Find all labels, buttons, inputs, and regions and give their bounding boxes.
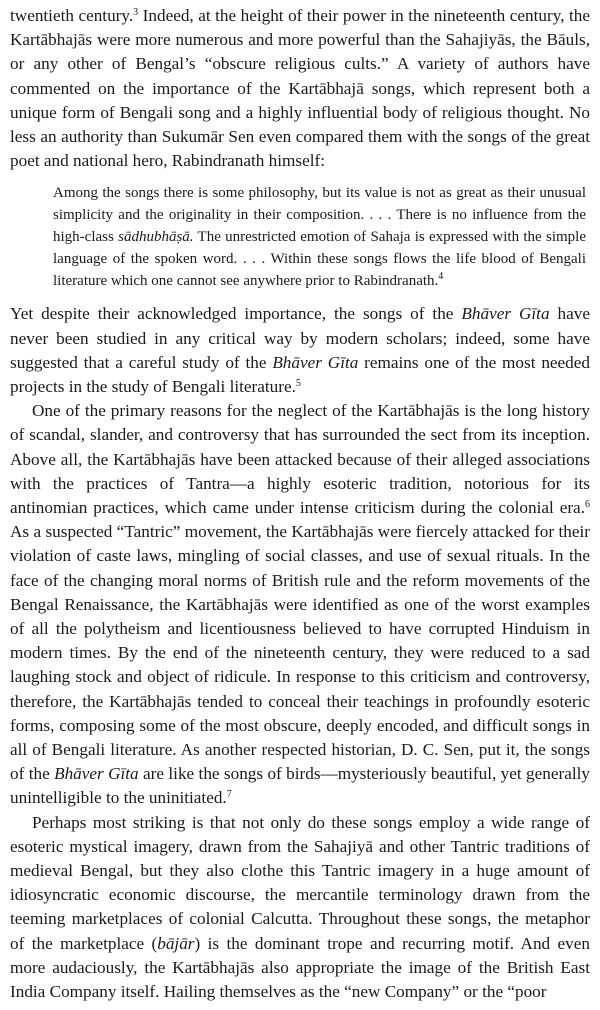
paragraph-3	[10, 399, 590, 810]
footnote-marker: 7	[226, 789, 232, 801]
footnote-marker: 6	[585, 499, 590, 511]
text-run: are like the songs of birds—mysteriously beautiful, yet generally unintelligible to the uninitiated.	[10, 764, 590, 808]
text-run: As a suspected “Tantric” movement, the Kartābhajās were fiercely attacked for their violation of caste laws, mingling of social classes, and use of sexual rituals. In the face of the changing moral norms of British rule and the reform movements of the Bengal Renaissance, the Kartābhajās were identified as one of the worst examples of all the polytheism and licentiousness believed to have corrupted Hinduism in modern times. By the end of the nineteenth century, they were reduced to a sad laughing stock and object of ridicule. In response to this criticism and controversy, therefore, the Kartābhajās tended to conceal their teachings in profoundly esoteric forms, composing some of the most obscure, deeply encoded, and difficult songs in all of Bengali literature. As another respected historian, D. C. Sen, put it, the songs of the	[10, 522, 590, 784]
text-run: One of the primary reasons for the neglect of the Kartābhajās is the long history of scandal, slander, and controversy that has surrounded the sect from its inception. Above all, the Kartābhajās have been attacked because of their alleged associations with the practices of Tantra—a highly esoteric tradition, notorious for its antinomian practices, which came under intense criticism during the colonial era.	[10, 401, 590, 518]
text-run: Yet despite their acknowledged importance, the songs of the	[10, 304, 462, 324]
italic-title: Bhāver Gīta	[54, 764, 139, 784]
block-quote	[53, 183, 586, 292]
footnote-marker: 5	[295, 378, 301, 390]
text-run: Among the songs there is some philosophy, but its value is not as great as their unusual simplicity and the originality in their composition. . . . There is no influence from the high-class	[53, 185, 586, 246]
italic-term: bājār	[157, 933, 195, 953]
paragraph-4	[10, 811, 590, 1005]
text-run: twentieth century.	[10, 6, 134, 25]
text-run: Indeed, at the height of their power in the nineteenth century, the Kartābhajās were more numerous and more powerful than the Sahajiyās, the Bāuls, or any other of Bengal’s “obscure religious cults.” A variety of authors have commented on the importance of the Kartābhajā songs, which represent both a unique form of Bengali song and a highly influential body of religious thought. No less an authority than Sukumār Sen even compared them with the songs of the great poet and national hero, Rabindranath himself:	[10, 6, 590, 171]
text-run: The unrestricted emotion of Sahaja is expressed with the simple language of the spoken word. . . . Within these songs flows the life blood of Bengali literature which one cannot see anywhere prior to Rabindranath.	[53, 229, 586, 289]
text-run: remains one of the most needed projects in the study of Bengali literature.	[10, 352, 590, 397]
italic-title: Bhāver Gīta	[461, 304, 550, 324]
text-run: ) is the dominant trope and recurring motif. And even more audaciously, the Kartābhajās also appropriate the image of the British East India Company itself. Hailing themselves as the “new Company” or the “poor	[10, 933, 590, 1002]
footnote-marker: 3	[133, 7, 139, 18]
text-run: have never been studied in any critical way by modern scholars; indeed, some have suggested that a careful study of the	[10, 304, 590, 372]
paragraph-1	[10, 4, 590, 173]
text-run: Perhaps most striking is that not only do these songs employ a wide range of esoteric mystical imagery, drawn from the Sahajiyā and other Tantric traditions of medieval Bengal, but they also clothe this Tantric imagery in a huge amount of idiosyncratic economic discourse, the mercantile terminology drawn from the teeming marketplaces of colonial Calcutta. Throughout these songs, the metaphor of the marketplace (	[10, 812, 590, 953]
italic-term: sādhubhāṣā.	[118, 229, 194, 246]
paragraph-2	[10, 302, 590, 399]
footnote-marker: 4	[438, 270, 444, 282]
italic-title: Bhāver Gīta	[272, 352, 359, 372]
book-page	[10, 4, 590, 1004]
